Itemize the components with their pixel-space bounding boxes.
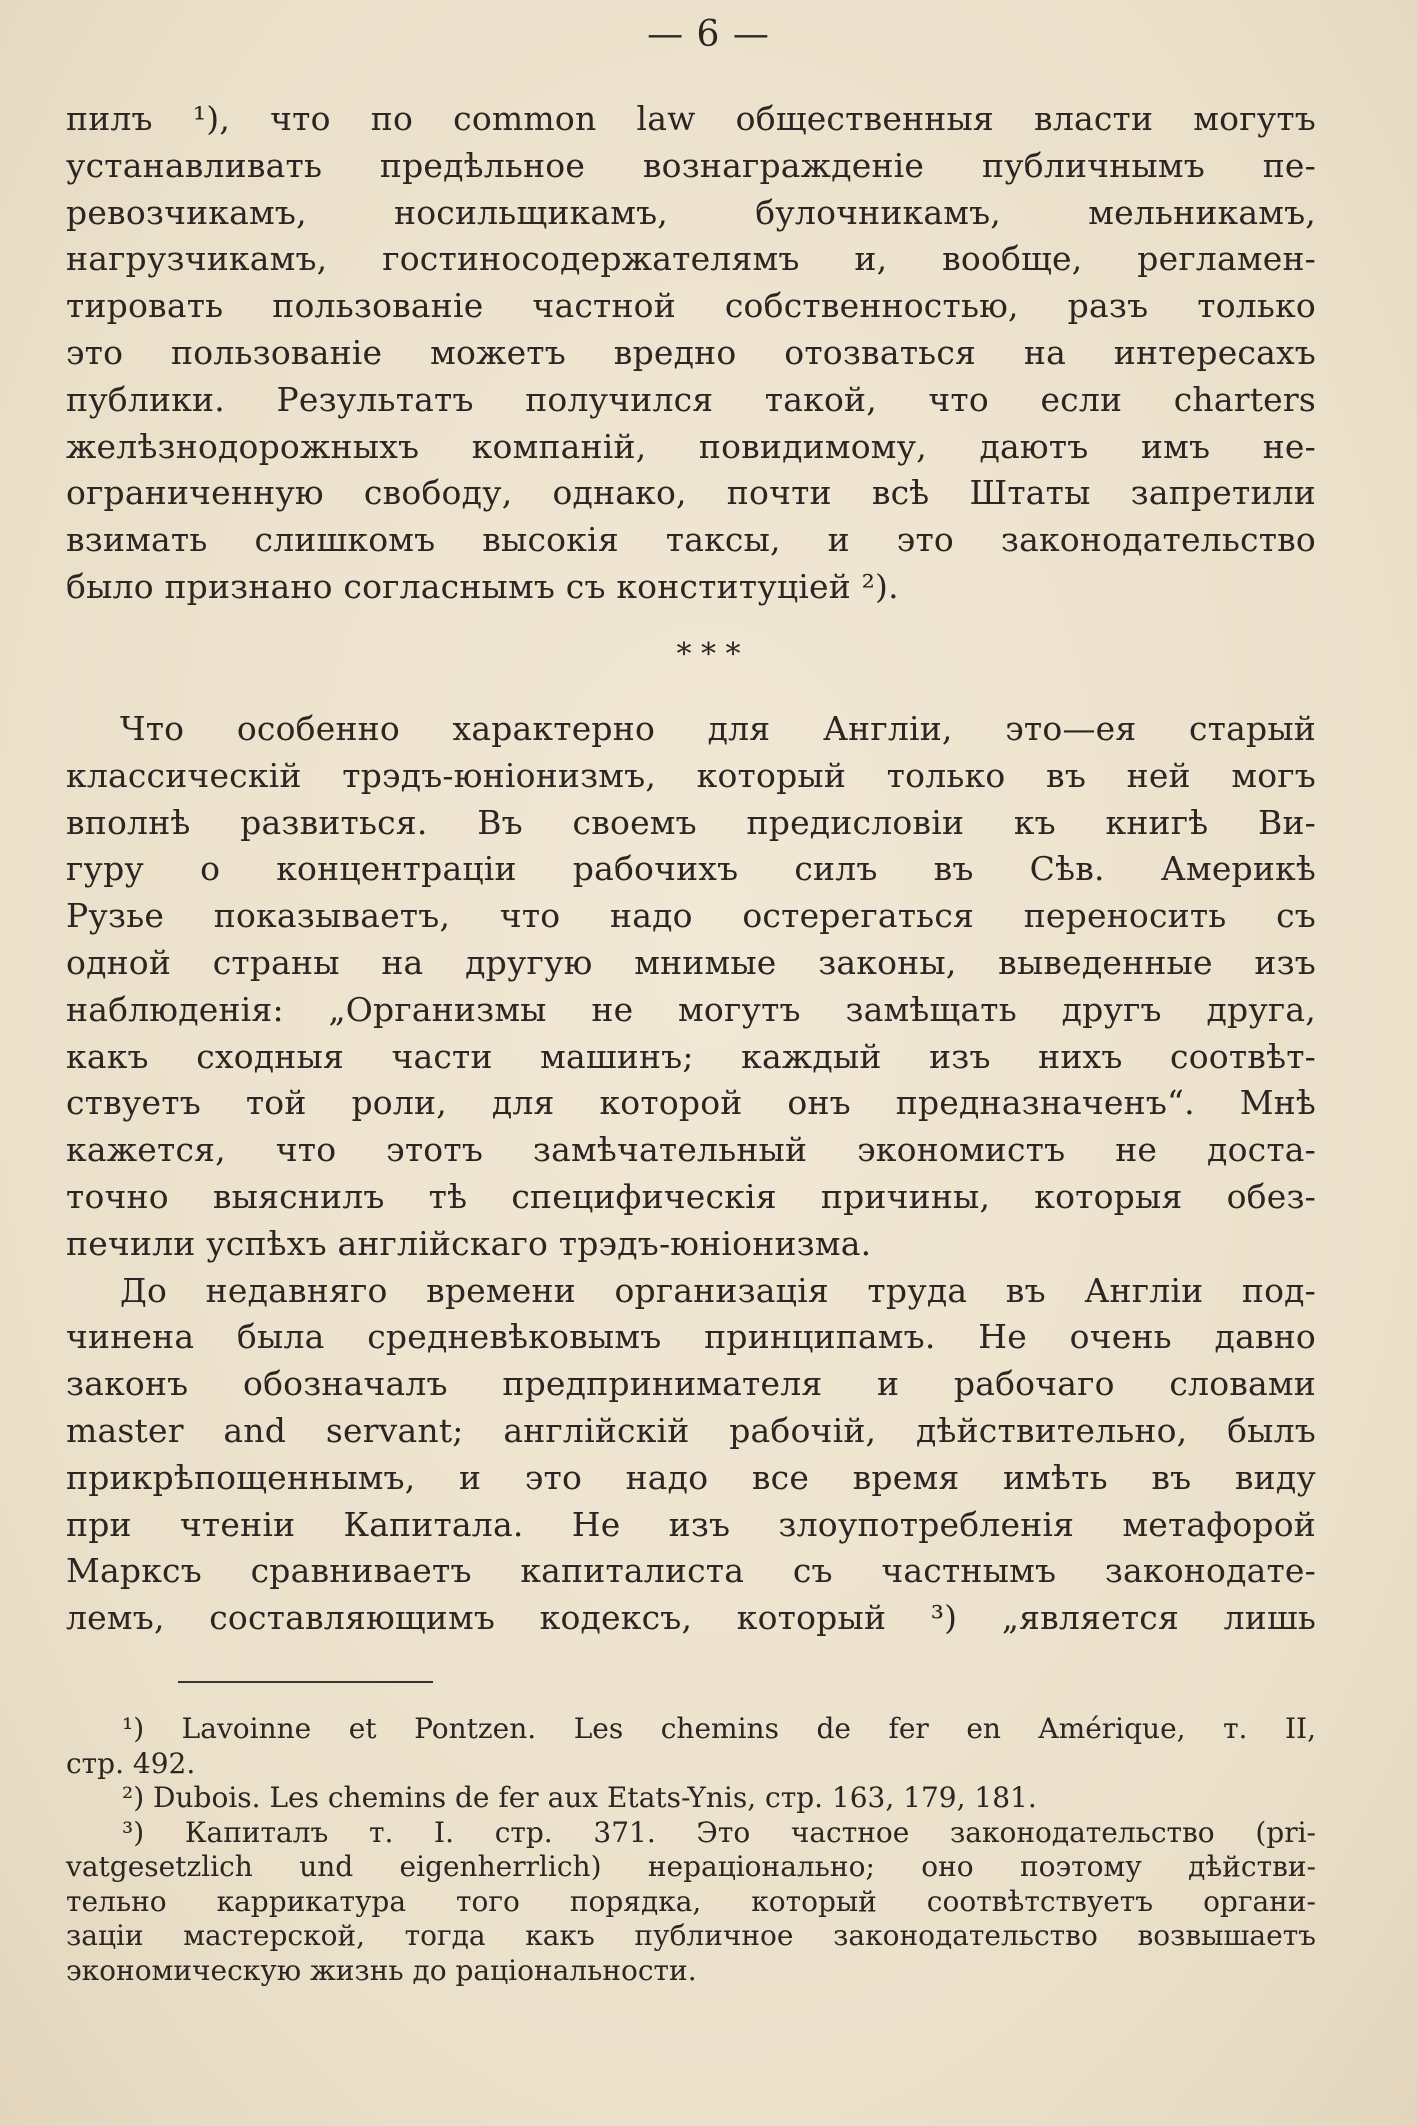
text-line: лемъ, составляющимъ кодексъ, который ³) „является лишь bbox=[66, 1598, 1316, 1638]
text-line: взимать слишкомъ высокія таксы, и это законодательство bbox=[66, 520, 1316, 560]
text-line: при чтеніи Капитала. Не изъ злоупотребленія метафорой bbox=[66, 1504, 1316, 1544]
footnotes bbox=[66, 1712, 1316, 1988]
footnote-line: ³) Капиталъ т. I. стр. 371. Это частное законодательство (pri- bbox=[122, 1815, 1316, 1849]
footnote-line: ²) Dubois. Les chemins de fer aux Etats-Ynis, стр. 163, 179, 181. bbox=[122, 1781, 1037, 1814]
text-line: было признано согласнымъ съ конституціей ²). bbox=[66, 566, 899, 606]
text-line: пилъ ¹), что по common law общественныя власти могутъ bbox=[66, 99, 1316, 138]
text-line: гуру о концентраціи рабочихъ силъ въ Сѣв. Америкѣ bbox=[66, 849, 1316, 889]
footnote-line: экономическую жизнь до раціональности. bbox=[66, 1953, 697, 1987]
text-line: До недавняго времени организація труда въ Англіи под- bbox=[120, 1270, 1316, 1310]
text-line: устанавливать предѣльное вознагражденіе публичнымъ пе- bbox=[66, 145, 1316, 185]
text-line: ограниченную свободу, однако, почти всѣ Штаты запретили bbox=[66, 473, 1316, 513]
text-line: прикрѣпощеннымъ, и это надо все время имѣть въ виду bbox=[66, 1457, 1316, 1497]
text-line: нагрузчикамъ, гостиносодержателямъ и, вообще, регламен- bbox=[66, 239, 1316, 279]
text-line: чинена была средневѣковымъ принципамъ. Не очень давно bbox=[66, 1317, 1316, 1357]
main-text-2 bbox=[66, 706, 1316, 1642]
text-line: классическій трэдъ-юніонизмъ, который только въ ней могъ bbox=[66, 755, 1316, 795]
footnote-line: заціи мастерской, тогда какъ публичное законодательство возвышаетъ bbox=[66, 1919, 1316, 1952]
text-line: одной страны на другую мнимые законы, выведенные изъ bbox=[66, 942, 1316, 982]
text-line: точно выяснилъ тѣ специфическія причины, которыя обез- bbox=[66, 1176, 1316, 1216]
text-line: кажется, что этотъ замѣчательный экономистъ не доста- bbox=[66, 1130, 1316, 1170]
text-line: какъ сходныя части машинъ; каждый изъ нихъ соотвѣт- bbox=[66, 1036, 1316, 1076]
text-line: ствуетъ той роли, для которой онъ предназначенъ“. Мнѣ bbox=[66, 1083, 1316, 1123]
text-line: Рузье показываетъ, что надо остерегаться переносить съ bbox=[66, 896, 1316, 936]
text-line: Марксъ сравниваетъ капиталиста съ частнымъ законодате- bbox=[66, 1551, 1316, 1591]
text-line: желѣзнодорожныхъ компаній, повидимому, даютъ имъ не- bbox=[66, 426, 1316, 466]
main-text bbox=[66, 96, 1316, 611]
text-line: ревозчикамъ, носильщикамъ, булочникамъ, мельникамъ, bbox=[66, 192, 1316, 232]
section-separator: * * * bbox=[676, 637, 741, 672]
text-line: вполнѣ развиться. Въ своемъ предисловіи къ книгѣ Ви- bbox=[66, 802, 1316, 842]
text-line: публики. Результатъ получился такой, что если charters bbox=[66, 379, 1316, 419]
page-number-header: — 6 — bbox=[647, 14, 770, 55]
text-line: Что особенно характерно для Англіи, это—ея старый bbox=[120, 709, 1316, 748]
footnote-line: стр. 492. bbox=[66, 1746, 196, 1780]
footnote-rule bbox=[178, 1681, 433, 1683]
footnote-line: ¹) Lavoinne et Pontzen. Les chemins de fer en Amérique, т. II, bbox=[122, 1712, 1316, 1745]
text-line: master and servant; англійскій рабочій, дѣйствительно, былъ bbox=[66, 1410, 1316, 1450]
text-line: тировать пользованіе частной собственностью, разъ только bbox=[66, 286, 1316, 326]
text-line: это пользованіе можетъ вредно отозваться на интересахъ bbox=[66, 332, 1316, 372]
footnote-line: тельно каррикатура того порядка, который соотвѣтствуетъ органи- bbox=[66, 1884, 1316, 1918]
text-line: печили успѣхъ англійскаго трэдъ-юніонизма. bbox=[66, 1223, 872, 1263]
text-line: законъ обозначалъ предпринимателя и рабочаго словами bbox=[66, 1364, 1316, 1404]
text-line: наблюденія: „Организмы не могутъ замѣщать другъ друга, bbox=[66, 989, 1316, 1029]
footnote-line: vatgesetzlich und eigenherrlich) нераціонально; оно поэтому дѣйстви- bbox=[66, 1850, 1316, 1883]
